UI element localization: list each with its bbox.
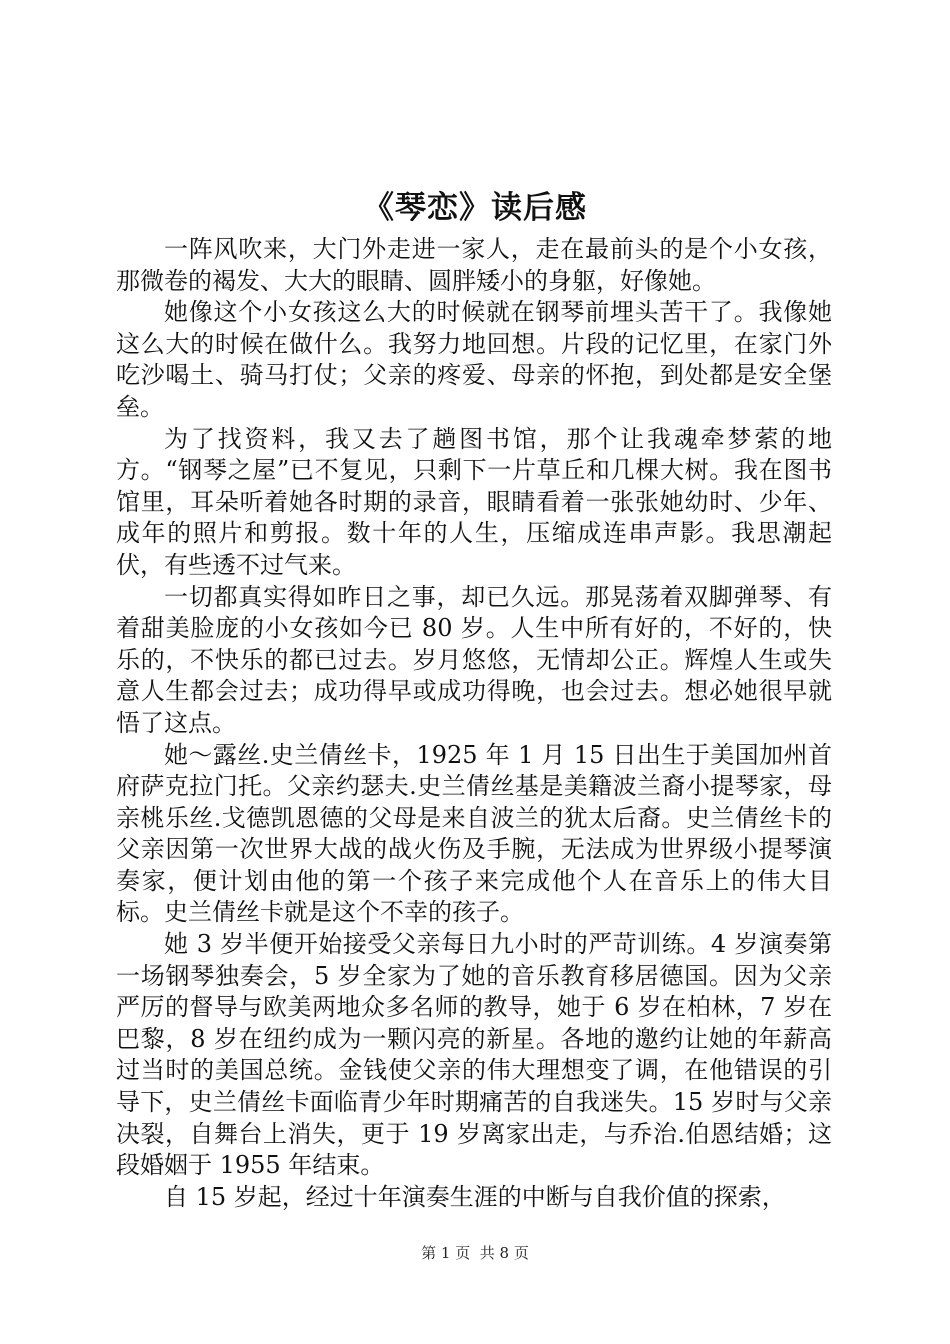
paragraph: 她～露丝.史兰倩丝卡，1925 年 1 月 15 日出生于美国加州首府萨克拉门托。父亲约瑟夫.史兰倩丝基是美籍波兰裔小提琴家，母亲桃乐丝.戈德凯恩德的父母是来自波兰的犹太后裔。史兰倩丝卡的父亲因第一次世界大战的战火伤及手腕，无法成为世界级小提琴演奏家，便计划由他的第一个孩子来完成他个人在音乐上的伟大目标。史兰倩丝卡就是这个不幸的孩子。 xyxy=(116,740,832,927)
document-body xyxy=(116,234,832,1213)
paragraph: 一切都真实得如昨日之事，却已久远。那晃荡着双脚弹琴、有着甜美脸庞的小女孩如今已 80 岁。人生中所有好的，不好的，快乐的，不快乐的都已过去。岁月悠悠，无情却公正。辉煌人生或失意人生都会过去；成功得早或成功得晚，也会过去。想必她很早就悟了这点。 xyxy=(116,582,832,737)
page-footer xyxy=(0,1243,950,1263)
paragraph: 自 15 岁起，经过十年演奏生涯的中断与自我价值的探索， xyxy=(164,1182,786,1211)
paragraph: 她像这个小女孩这么大的时候就在钢琴前埋头苦干了。我像她这么大的时候在做什么。我努力地回想。片段的记忆里，在家门外吃沙喝土、骑马打仗；父亲的疼爱、母亲的怀抱，到处都是安全堡垒。 xyxy=(116,298,832,421)
paragraph: 为了找资料，我又去了趟图书馆，那个让我魂牵梦萦的地方。“钢琴之屋”已不复见，只剩下一片草丘和几棵大树。我在图书馆里，耳朵听着她各时期的录音，眼睛看着一张张她幼时、少年、成年的照片和剪报。数十年的人生，压缩成连串声影。我思潮起伏，有些透不过气来。 xyxy=(116,424,832,579)
document-title: 《琴恋》读后感 xyxy=(363,190,587,226)
paragraph: 她 3 岁半便开始接受父亲每日九小时的严苛训练。4 岁演奏第一场钢琴独奏会，5 岁全家为了她的音乐教育移居德国。因为父亲严厉的督导与欧美两地众多名师的教导，她于 6 岁在柏林，7 岁在巴黎，8 岁在纽约成为一颗闪亮的新星。各地的邀约让她的年薪高过当时的美国总统。金钱使父亲的伟大理想变了调，在他错误的引导下，史兰倩丝卡面临青少年时期痛苦的自我迷失。15 岁时与父亲决裂，自舞台上消失，更于 19 岁离家出走，与乔治.伯恩结婚；这段婚姻于 1955 年结束。 xyxy=(116,930,832,1180)
paragraph: 一阵风吹来，大门外走进一家人，走在最前头的是个小女孩，那微卷的褐发、大大的眼睛、圆胖矮小的身躯，好像她。 xyxy=(116,235,832,295)
page-number-label: 第 1 页 共 8 页 xyxy=(421,1244,529,1262)
